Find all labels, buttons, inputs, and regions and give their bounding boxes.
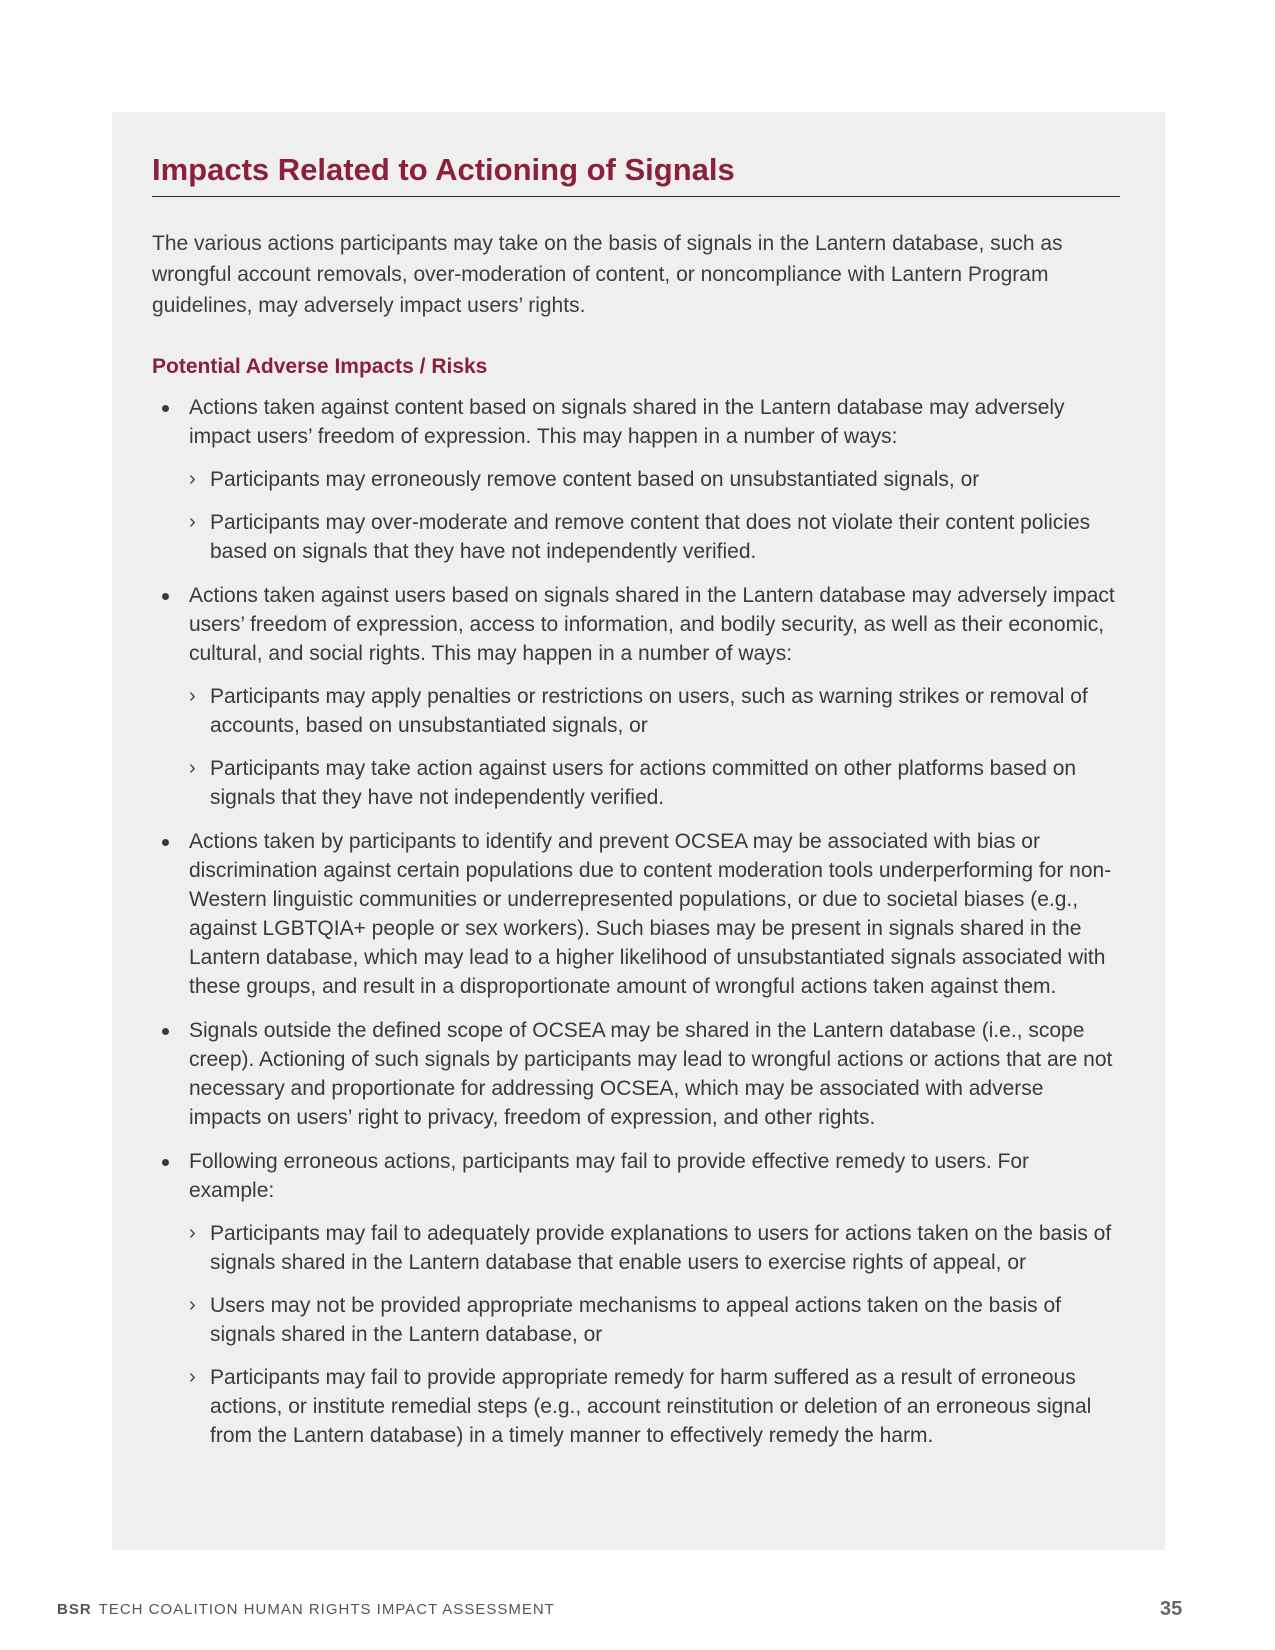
risk-item	[152, 827, 1120, 1001]
risk-item	[152, 393, 1120, 566]
chevron-right-icon: ›	[189, 685, 196, 707]
sub-item-text: Participants may fail to adequately provide explanations to users for actions taken on the basis of signals shared in the Lantern database that enable users to exercise rights of appeal, or	[210, 1222, 1112, 1274]
sub-item-text: Users may not be provided appropriate mechanisms to appeal actions taken on the basis of signals shared in the Lantern database, or	[210, 1294, 1061, 1346]
sub-item	[189, 754, 1120, 812]
sub-item-text: Participants may over-moderate and remove content that does not violate their content policies based on signals that they have not independently verified.	[210, 511, 1091, 563]
sub-list	[189, 682, 1120, 812]
bullet-dot-icon	[162, 593, 169, 600]
sub-item	[189, 682, 1120, 740]
sub-item-text: Participants may fail to provide appropriate remedy for harm suffered as a result of erroneous actions, or institute remedial steps (e.g., account reinstitution or deletion of an erroneous signal from the Lantern database) in a timely manner to effectively remedy the harm.	[210, 1366, 1092, 1447]
sub-list	[189, 1219, 1120, 1450]
chevron-right-icon: ›	[189, 511, 196, 533]
page-number: 35	[1160, 1598, 1183, 1620]
sub-item-text: Participants may take action against users for actions committed on other platforms based on signals that they have not independently verified.	[210, 757, 1077, 809]
chevron-right-icon: ›	[189, 1366, 196, 1388]
sub-item	[189, 1219, 1120, 1277]
section-title: Impacts Related to Actioning of Signals	[152, 150, 1120, 197]
subheading: Potential Adverse Impacts / Risks	[152, 355, 488, 378]
bullet-dot-icon	[162, 839, 169, 846]
content-panel	[112, 112, 1165, 1550]
risk-item-text: Following erroneous actions, participants may fail to provide effective remedy to users. For example:	[189, 1150, 1029, 1202]
content-inner	[152, 150, 1120, 1465]
risk-item-text: Actions taken against users based on signals shared in the Lantern database may adversely impact users’ freedom of expression, access to information, and bodily security, as well as their economic, cultural, and social rights. This may happen in a number of ways:	[189, 584, 1115, 665]
bullet-dot-icon	[162, 405, 169, 412]
sub-item-text: Participants may erroneously remove content based on unsubstantiated signals, or	[210, 468, 980, 491]
sub-item	[189, 1291, 1120, 1349]
risk-item	[152, 1147, 1120, 1450]
chevron-right-icon: ›	[189, 757, 196, 779]
bullet-dot-icon	[162, 1028, 169, 1035]
risk-item-text: Signals outside the defined scope of OCSEA may be shared in the Lantern database (i.e., scope creep). Actioning of such signals by participants may lead to wrongful actions or actions that are not necessary and proportionate for addressing OCSEA, which may be associated with adverse impacts on users’ right to privacy, freedom of expression, and other rights.	[189, 1019, 1113, 1129]
footer	[57, 1600, 555, 1620]
chevron-right-icon: ›	[189, 1222, 196, 1244]
intro-paragraph: The various actions participants may take on the basis of signals in the Lantern database, such as wrongful account removals, over-moderation of content, or noncompliance with Lantern Program guidelines, may adversely impact users’ rights.	[152, 232, 1063, 317]
sub-item	[189, 465, 1120, 494]
bullet-dot-icon	[162, 1159, 169, 1166]
risk-item	[152, 1016, 1120, 1132]
risk-item-text: Actions taken against content based on signals shared in the Lantern database may adversely impact users’ freedom of expression. This may happen in a number of ways:	[189, 396, 1065, 448]
sub-item	[189, 508, 1120, 566]
risk-list	[152, 393, 1120, 1450]
chevron-right-icon: ›	[189, 468, 196, 490]
footer-title: TECH COALITION HUMAN RIGHTS IMPACT ASSESSMENT	[98, 1601, 555, 1618]
sub-list	[189, 465, 1120, 566]
risk-item-text: Actions taken by participants to identify and prevent OCSEA may be associated with bias or discrimination against certain populations due to content moderation tools underperforming for non-Western linguistic communities or underrepresented populations, or due to societal biases (e.g., against LGBTQIA+ people or sex workers). Such biases may be present in signals shared in the Lantern database, which may lead to a higher likelihood of unsubstantiated signals associated with these groups, and result in a disproportionate amount of wrongful actions taken against them.	[189, 830, 1112, 998]
sub-item-text: Participants may apply penalties or restrictions on users, such as warning strikes or removal of accounts, based on unsubstantiated signals, or	[210, 685, 1088, 737]
sub-item	[189, 1363, 1120, 1450]
risk-item	[152, 581, 1120, 812]
chevron-right-icon: ›	[189, 1294, 196, 1316]
footer-brand: BSR	[57, 1601, 92, 1618]
